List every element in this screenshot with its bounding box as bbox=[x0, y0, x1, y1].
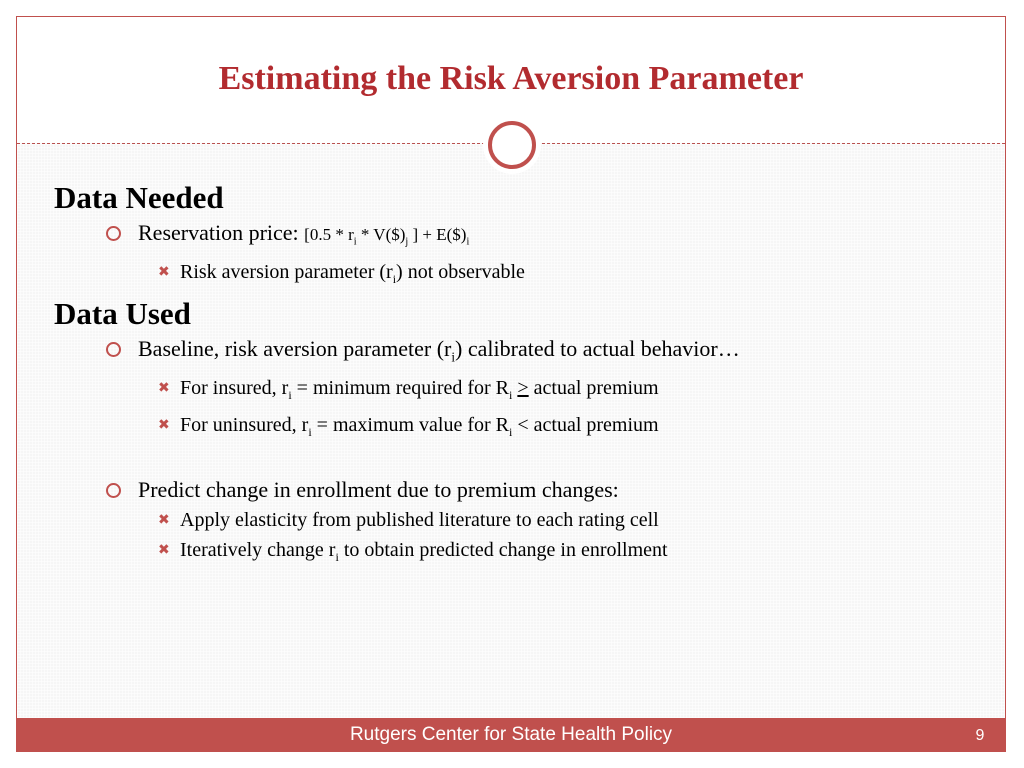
circle-bullet-icon bbox=[106, 342, 121, 357]
circle-bullet-icon bbox=[106, 226, 121, 241]
list-item-predict-change: Predict change in enrollment due to premium changes: bbox=[106, 475, 984, 505]
list-item-uninsured: ✖ For uninsured, $r_i$ = maximum value for $R_i$ < actual premium bbox=[158, 410, 984, 447]
slide-title: Estimating the Risk Aversion Parameter bbox=[218, 60, 804, 97]
list-item-baseline: Baseline, risk aversion parameter $(r_i)$ calibrated to actual behavior… bbox=[106, 334, 984, 372]
x-bullet-icon: ✖ bbox=[158, 264, 170, 281]
x-bullet-icon: ✖ bbox=[158, 379, 170, 396]
slide-content bbox=[54, 178, 984, 572]
circle-ornament-icon bbox=[488, 121, 536, 169]
list-item-reservation-price bbox=[106, 218, 984, 257]
list-item-risk-aversion-not-observable: ✖ Risk aversion parameter $(r_i)$ not observable bbox=[158, 257, 984, 294]
section-heading-data-used: Data Used bbox=[54, 296, 191, 332]
reservation-price-label: Reservation price: bbox=[138, 220, 299, 245]
x-bullet-icon: ✖ bbox=[158, 511, 170, 528]
circle-bullet-icon bbox=[106, 483, 121, 498]
section-heading-data-needed: Data Needed bbox=[54, 180, 224, 215]
list-item-insured: ✖ For insured, $r_i$ = minimum required for $R_i$ > actual premium bbox=[158, 373, 984, 410]
footer-text: Rutgers Center for State Health Policy bbox=[349, 724, 673, 745]
x-bullet-icon: ✖ bbox=[158, 541, 170, 558]
x-bullet-icon: ✖ bbox=[158, 416, 170, 433]
list-item-apply-elasticity: ✖ Apply elasticity from published literature to each rating cell bbox=[158, 505, 984, 535]
page-number: 9 bbox=[975, 727, 985, 744]
reservation-price-formula: [$0.5 * r_i$ * $V(\$)_j$ ] + $E(\$)_i$ bbox=[304, 225, 470, 248]
spacer bbox=[54, 447, 984, 475]
list-item-iteratively-change: ✖ Iteratively change $r_i$ to obtain predicted change in enrollment bbox=[158, 535, 984, 572]
